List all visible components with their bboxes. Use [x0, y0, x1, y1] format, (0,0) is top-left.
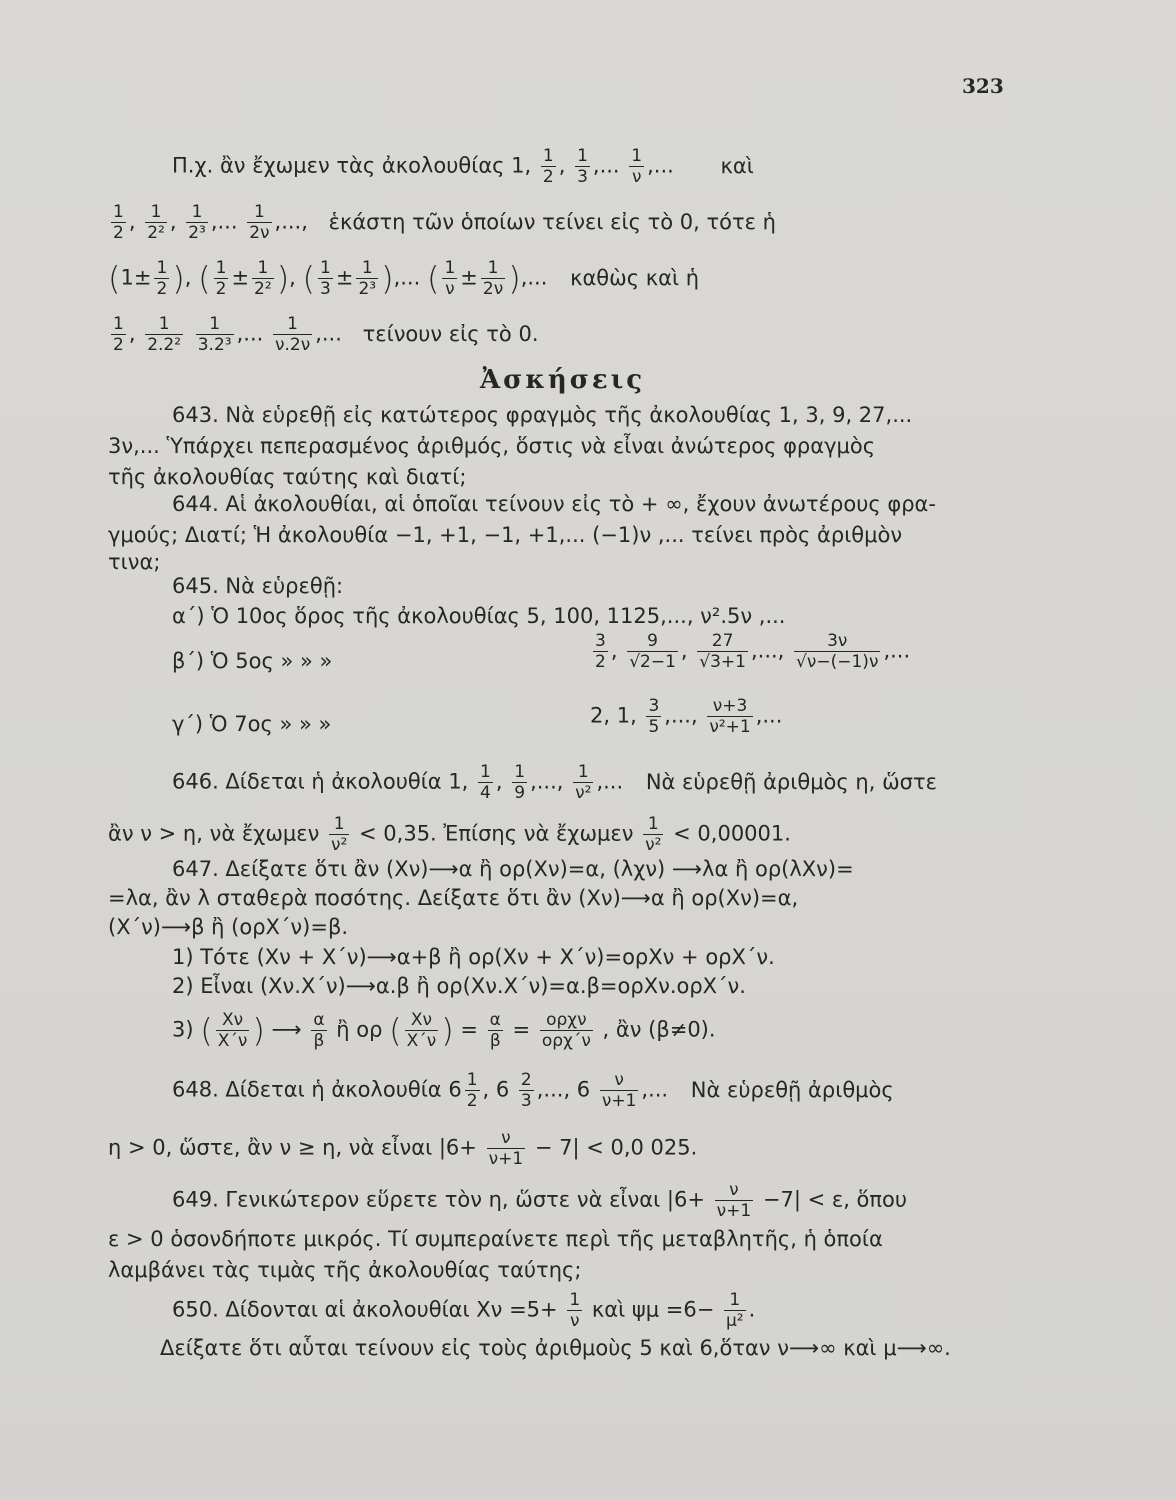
- fraction: $\frac{X\nu}{X΄\nu}$: [217, 1010, 248, 1051]
- fraction: $\frac{\nu}{\nu+1}$: [601, 1070, 637, 1111]
- fraction: $\frac{1}{2\nu}$: [249, 202, 270, 243]
- fraction: $\frac{1}{\nu}$: [444, 258, 456, 299]
- ex645-line-2: α΄) Ὁ 10ος ὅρος τῆς ἀκολουθίας 5, 100, 1125,..., ν².5ν ,...: [172, 604, 786, 628]
- ex644-line-1: 644. Αἱ ἀκολουθίαι, αἱ ὁποῖαι τείνουν εἰς τὸ + ∞, ἔχουν ἀνωτέρους φρα-: [172, 492, 936, 516]
- section-heading: Ἀσκήσεις: [480, 365, 646, 395]
- intro-line-4: $\frac{1}{2}$ , $\frac{1}{\text{2.2²}}$ $\frac{1}{\text{3.2³}}$ ,... $\frac{1}{\nu.2\nu}$ ,... τείνουν εἰς τὸ 0.: [113, 314, 539, 355]
- ex648-line-1: 648. Δίδεται ἡ ἀκολουθία 6 $\frac{1}{2}$ , 6 $\frac{2}{3}$ ,..., 6 $\frac{\nu}{\nu+1}$ ,... Νὰ εὑρεθῇ ἀριθμὸς: [172, 1070, 894, 1111]
- ex646-text: < 0,00001.: [673, 821, 791, 846]
- ex649-line-2: ε > 0 ὁσονδήποτε μικρός. Τί συμπεραίνετε περὶ τῆς μεταβλητῆς, ἡ ὁποία: [108, 1227, 883, 1251]
- ex645-b-sequence: $\frac{3}{2}$ , $\frac{9}{√2-1}$ , $\frac{27}{√3+1}$ ,..., $\frac{3\nu}{√\nu-(-1)\nu}$ ,...: [595, 631, 911, 672]
- ex647-line-6: 3) ( $\frac{X\nu}{X΄\nu}$ ) ⟶ $\frac{\alpha}{\beta}$ ἢ ορ ( $\frac{X\nu}{X΄\nu}$ ) = $\frac{\alpha}{\beta}$ = ορχν ορχ΄ν , ἂν (β≠0).: [172, 1010, 716, 1051]
- ex650-text: 650. Δίδονται αἱ ἀκολουθίαι Χν =5+: [172, 1297, 558, 1322]
- fraction: $\frac{1}{\text{2²}}$: [147, 202, 165, 243]
- fraction: $\frac{1}{\text{2.2²}}$: [147, 314, 182, 355]
- ex646-text: 646. Δίδεται ἡ ἀκολουθία 1,: [172, 769, 469, 794]
- ex643-line-2: 3ν,... Ὑπάρχει πεπερασμένος ἀριθμός, ὅστις νὰ εἶναι ἀνώτερος φραγμὸς: [108, 434, 876, 458]
- fraction: $\frac{1}{4}$: [480, 762, 491, 803]
- fraction: $\frac{1}{\text{ν²}}$: [575, 762, 592, 803]
- ex649-line-1: [172, 1180, 907, 1221]
- ex647-line-3: (Χ΄ν)⟶β ἢ (ορΧ΄ν)=β.: [108, 915, 349, 939]
- fraction: $\frac{\alpha}{\beta}$: [489, 1010, 501, 1051]
- fraction: $\frac{\alpha}{\beta}$: [313, 1010, 325, 1051]
- fraction: $\frac{1}{\text{2²}}$: [254, 258, 272, 299]
- ex646-text: < 0,35. Ἐπίσης νὰ ἔχωμεν: [359, 821, 634, 846]
- fraction: $\frac{3}{2}$: [595, 631, 606, 672]
- intro-text: τείνουν εἰς τὸ 0.: [362, 321, 539, 346]
- fraction: $\frac{1}{9}$: [514, 762, 526, 803]
- ex645-line-1: 645. Νὰ εὑρεθῇ:: [172, 574, 344, 598]
- intro-line-2: $\frac{1}{2}$ , $\frac{1}{\text{2²}}$ , $\frac{1}{\text{2³}}$ ,... $\frac{1}{2\nu}$ ,..., ἑκάστη τῶν ὁποίων τείνει εἰς τὸ 0, τότε ἡ: [113, 202, 776, 243]
- ex643-line-1: 643. Νὰ εὑρεθῇ εἰς κατώτερος φραγμὸς τῆς ἀκολουθίας 1, 3, 9, 27,...: [172, 403, 913, 427]
- fraction: $\frac{1}{2}$: [542, 146, 554, 187]
- fraction: $\frac{1}{2}$: [215, 258, 227, 299]
- ex648-text: Νὰ εὑρεθῇ ἀριθμὸς: [690, 1077, 894, 1102]
- fraction: $\frac{1}{\nu.2\nu}$: [274, 314, 311, 355]
- fraction: $\frac{1}{3}$: [320, 258, 331, 299]
- fraction: $\frac{27}{√3+1}$: [699, 631, 746, 672]
- seq-start: 2, 1,: [590, 703, 637, 728]
- page-number: 323: [962, 74, 1004, 98]
- fraction: $\frac{1}{2}$: [156, 258, 168, 299]
- fraction: $\frac{9}{√2-1}$: [629, 631, 676, 672]
- ex646-line-1: 646. Δίδεται ἡ ἀκολουθία 1, $\frac{1}{4}$ , $\frac{1}{9}$ ,..., $\frac{1}{\text{ν²}}$ ,... Νὰ εὑρεθῇ ἀριθμὸς η, ὥστε: [172, 762, 937, 803]
- ex644-line-2: γμούς; Διατί; Ἡ ἀκολουθία −1, +1, −1, +1,... (−1)ν ,... τείνει πρὸς ἀριθμὸν: [108, 523, 903, 547]
- fraction: $\frac{1}{2}$: [113, 314, 124, 355]
- ex649-text: −7| < ε, ὅπου: [762, 1187, 908, 1212]
- ex648-text: 648. Δίδεται ἡ ἀκολουθία: [172, 1077, 442, 1102]
- intro-text: ἑκάστη τῶν ὁποίων τείνει εἰς τὸ 0, τότε ἡ: [328, 209, 776, 234]
- fraction: $\frac{1}{2}$: [113, 202, 124, 243]
- intro-text: καθὼς καὶ ἡ: [570, 265, 700, 290]
- ex649-text: 649. Γενικώτερον εὕρετε τὸν η, ὥστε νὰ εἶναι |6+: [172, 1187, 705, 1212]
- ex647-line-5: 2) Εἶναι (Χν.Χ΄ν)⟶α.β ἢ ορ(Χν.Χ΄ν)=α.β=ορΧν.ορΧ΄ν.: [172, 974, 746, 998]
- ex647-line-1: 647. Δείξατε ὅτι ἂν (Χν)⟶α ἢ ορ(Χν)=α, (λχν) ⟶λα ἢ ορ(λΧν)=: [172, 857, 854, 881]
- ex650-text: καὶ ψμ =6−: [591, 1297, 715, 1322]
- ex646-text: ἂν ν > η, νὰ ἔχωμεν: [108, 821, 320, 846]
- intro-line-3: (1± $\frac{1}{2}$ ), ( $\frac{1}{2}$ ± $\frac{1}{\text{2²}}$ ), ( $\frac{1}{3}$ ± $\frac{1}{\text{2³}}$ ),... ( $\frac{1}{\nu}$ ± $\frac{1}{2\nu}$ ),... καθὼς καὶ ἡ: [108, 258, 700, 299]
- ex645-c-sequence: 2, 1, $\frac{3}{5}$ ,..., $\frac{\nu+3}{\text{ν²+1}}$ ,...: [590, 696, 783, 737]
- ex648-text: − 7| < 0,0 025.: [534, 1135, 698, 1160]
- fraction: ορχν ορχ΄ν: [541, 1010, 591, 1051]
- ex649-line-3: λαμβάνει τὰς τιμὰς τῆς ἀκολουθίας ταύτης;: [108, 1258, 582, 1282]
- ex643-line-3: τῆς ἀκολουθίας ταύτης καὶ διατί;: [108, 465, 467, 489]
- ex648-text: η > 0, ὥστε, ἂν ν ≥ η, νὰ εἶναι |6+: [108, 1135, 477, 1160]
- fraction: $\frac{X\nu}{X΄\nu}$: [406, 1010, 437, 1051]
- intro-line-1: Π.χ. ἂν ἔχωμεν τὰς ἀκολουθίας 1, $\frac{1}{2}$ , $\frac{1}{3}$ ,... $\frac{1}{\nu}$ ,... καὶ: [172, 146, 754, 187]
- fraction: $\frac{1}{\nu}$: [631, 146, 643, 187]
- fraction: $\frac{1}{2}$: [466, 1070, 478, 1111]
- fraction: $\frac{1}{\text{2³}}$: [358, 258, 377, 299]
- fraction: $\frac{1}{2\nu}$: [482, 258, 504, 299]
- fraction: $\frac{1}{\text{ν²}}$: [331, 814, 348, 855]
- fraction: $\frac{\nu}{\nu+1}$: [716, 1180, 752, 1221]
- fraction: $\frac{1}{\text{2³}}$: [188, 202, 206, 243]
- condition: , ἂν (β≠0).: [602, 1017, 716, 1042]
- intro-text: καὶ: [720, 153, 754, 178]
- ex645-line-4: γ΄) Ὁ 7ος » » »: [172, 712, 332, 736]
- ex650-line-1: 650. Δίδονται αἱ ἀκολουθίαι Χν =5+ $\frac{1}{\nu}$ καὶ ψμ =6− $\frac{1}{\text{μ²}}$ .: [172, 1290, 756, 1331]
- fraction: $\frac{3\nu}{√\nu-(-1)\nu}$: [796, 631, 879, 672]
- ex645-line-3: β΄) Ὁ 5ος » » »: [172, 649, 333, 673]
- fraction: $\frac{1}{3}$: [577, 146, 588, 187]
- intro-text: Π.χ. ἂν ἔχωμεν τὰς ἀκολουθίας 1,: [172, 153, 532, 178]
- fraction: $\frac{2}{3}$: [520, 1070, 532, 1111]
- fraction: $\frac{1}{\text{μ²}}$: [725, 1290, 744, 1331]
- fraction: $\frac{1}{\text{ν²}}$: [645, 814, 662, 855]
- item-number: 3): [172, 1017, 194, 1042]
- ex648-line-2: [108, 1128, 697, 1169]
- ex647-line-4: 1) Τότε (Χν + Χ΄ν)⟶α+β ἢ ορ(Χν + Χ΄ν)=ορΧν + ορΧ΄ν.: [172, 945, 775, 969]
- ex644-line-3: τινα;: [108, 550, 161, 574]
- fraction: $\frac{3}{5}$: [648, 696, 660, 737]
- fraction: $\frac{\nu}{\nu+1}$: [488, 1128, 524, 1169]
- ex647-line-2: =λα, ἂν λ σταθερὰ ποσότης. Δείξατε ὅτι ἂν (Χν)⟶α ἢ ορ(Χν)=α,: [108, 886, 799, 910]
- fraction: $\frac{\nu+3}{\text{ν²+1}}$: [709, 696, 751, 737]
- ex646-line-2: [108, 814, 791, 855]
- fraction: $\frac{1}{\nu}$: [569, 1290, 581, 1331]
- ex650-line-2: Δείξατε ὅτι αὗται τείνουν εἰς τοὺς ἀριθμοὺς 5 καὶ 6,ὅταν ν⟶∞ καὶ μ⟶∞.: [160, 1336, 951, 1360]
- ex646-text: Νὰ εὑρεθῇ ἀριθμὸς η, ὥστε: [645, 769, 937, 794]
- fraction: $\frac{1}{\text{3.2³}}$: [197, 314, 232, 355]
